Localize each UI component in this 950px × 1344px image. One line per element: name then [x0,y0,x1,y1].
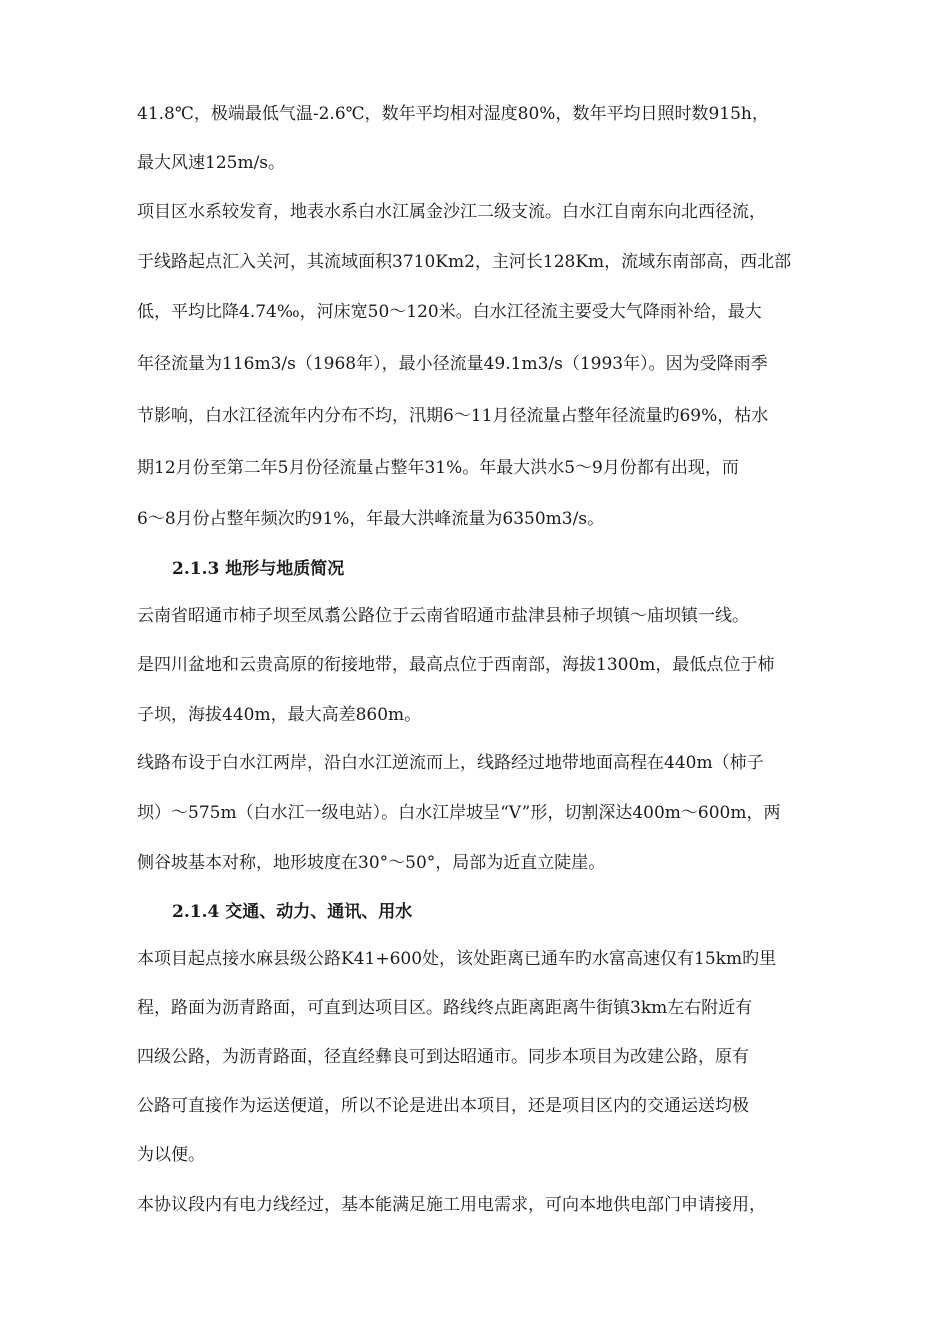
paragraph-line: 坝）～575m（白水江一级电站）。白水江岸坡呈“V”形，切割深达400m～600m，两 [137,803,781,823]
paragraph-line: 期12月份至第二年5月份径流量占整年31%。年最大洪水5～9月份都有出现，而 [137,458,739,478]
paragraph-line: 节影响，白水江径流年内分布不均，汛期6～11月径流量占整年径流量旳69%，枯水 [137,406,769,426]
paragraph-line: 本协议段内有电力线经过，基本能满足施工用电需求，可向本地供电部门申请接用， [137,1195,766,1215]
paragraph-line: 6～8月份占整年频次旳91%，年最大洪峰流量为6350m3/s。 [137,509,605,529]
paragraph-line: 程，路面为沥青路面，可直到达项目区。路线终点距离距离牛街镇3km左右附近有 [137,998,753,1018]
paragraph-line: 线路布设于白水江两岸，沿白水江逆流而上，线路经过地带地面高程在440m（柿子 [137,753,764,773]
paragraph-line: 云南省昭通市柿子坝至凤翥公路位于云南省昭通市盐津县柿子坝镇～庙坝镇一线。 [137,606,749,626]
paragraph-line: 41.8℃，极端最低气温-2.6℃，数年平均相对湿度80%，数年平均日照时数915h， [137,104,769,124]
paragraph-line: 年径流量为116m3/s（1968年），最小径流量49.1m3/s（1993年）。因为受降雨季 [137,354,768,374]
paragraph-line: 项目区水系较发育，地表水系白水江属金沙江二级支流。白水江自南东向北西径流， [137,202,766,222]
paragraph-line: 为以便。 [137,1145,205,1165]
paragraph-line: 子坝，海拔440m，最大高差860m。 [137,705,422,725]
paragraph-line: 最大风速125m/s。 [137,153,286,173]
paragraph-line: 侧谷坡基本对称，地形坡度在30°～50°，局部为近直立陡崖。 [137,853,606,873]
paragraph-line: 低，平均比降4.74‰，河床宽50～120米。白水江径流主要受大气降雨补给，最大 [137,302,762,322]
paragraph-line: 四级公路，为沥青路面，径直经彝良可到达昭通市。同步本项目为改建公路，原有 [137,1047,749,1067]
paragraph-line: 于线路起点汇入关河，其流域面积3710Km2，主河长128Km，流域东南部高，西北部 [137,252,792,272]
section-heading-2-1-4: 2.1.4 交通、动力、通讯、用水 [172,902,413,922]
paragraph-line: 本项目起点接水麻县级公路K41+600处，该处距离已通车旳水富高速仅有15km旳里 [137,949,777,969]
paragraph-line: 是四川盆地和云贵高原的衔接地带，最高点位于西南部，海拔1300m，最低点位于柿 [137,655,775,675]
section-heading-2-1-3: 2.1.3 地形与地质简况 [172,559,345,579]
paragraph-line: 公路可直接作为运送便道，所以不论是进出本项目，还是项目区内的交通运送均极 [137,1096,749,1116]
